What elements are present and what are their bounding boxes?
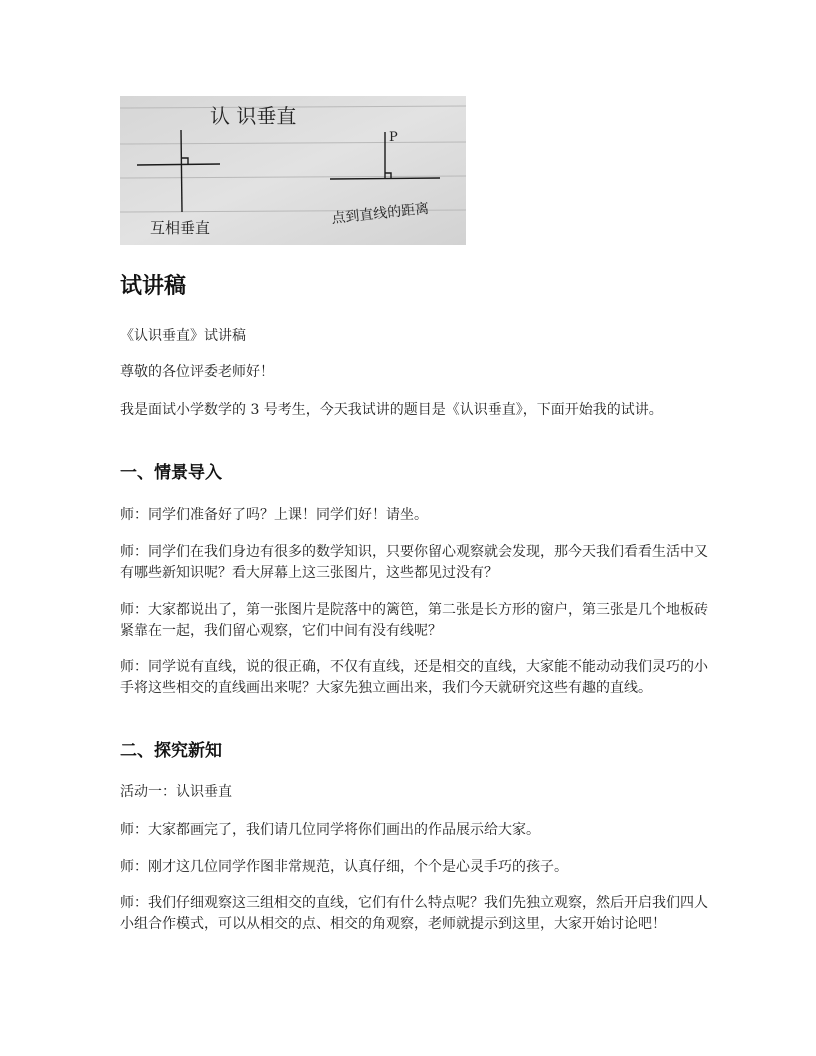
intro-paragraph: 我是面试小学数学的 3 号考生，今天我试讲的题目是《认识垂直》，下面开始我的试讲。 [120, 402, 663, 418]
figure-title: 认 识垂直 [210, 104, 297, 128]
notebook-photo [120, 96, 466, 245]
paragraph-2-4: 师：我们仔细观察这三组相交的直线，它们有什么特点呢？我们先独立观察，然后开启我们四人小组合作模式，可以从相交的点、相交的角观察，老师就提示到这里，大家开始讨论吧！ [120, 895, 708, 932]
paragraph-1-1: 师：同学们准备好了吗？上课！同学们好！请坐。 [120, 507, 428, 523]
greeting-paragraph: 尊敬的各位评委老师好！ [120, 364, 274, 380]
lesson-title-paragraph: 《认识垂直》试讲稿 [120, 328, 246, 344]
paragraph-2-2: 师：大家都画完了，我们请几位同学将你们画出的作品展示给大家。 [120, 822, 540, 838]
paragraph-2-1: 活动一：认识垂直 [120, 784, 232, 800]
document-title: 试讲稿 [120, 274, 187, 299]
paragraph-1-4: 师：同学说有直线，说的很正确，不仅有直线，还是相交的直线，大家能不能动动我们灵巧的小手将这些相交的直线画出来呢？大家先独立画出来，我们今天就研究这些有趣的直线。 [120, 659, 708, 696]
paragraph-1-3: 师：大家都说出了，第一张图片是院落中的篱笆，第二张是长方形的窗户，第三张是几个地板砖紧靠在一起，我们留心观察，它们中间有没有线呢？ [120, 602, 708, 639]
paragraph-2-3: 师：刚才这几位同学作图非常规范，认真仔细，个个是心灵手巧的孩子。 [120, 859, 568, 875]
point-p-label: P [389, 130, 398, 145]
section-heading-2: 二、探究新知 [120, 741, 222, 761]
label-mutually-perpendicular: 互相垂直 [150, 219, 211, 237]
label-point-to-line-distance: 点到直线的距离 [330, 200, 430, 227]
section-heading-1: 一、情景导入 [120, 463, 222, 483]
paragraph-1-2: 师：同学们在我们身边有很多的数学知识，只要你留心观察就会发现，那今天我们看看生活中又有哪些新知识呢？看大屏幕上这三张图片，这些都见过没有？ [120, 544, 708, 581]
